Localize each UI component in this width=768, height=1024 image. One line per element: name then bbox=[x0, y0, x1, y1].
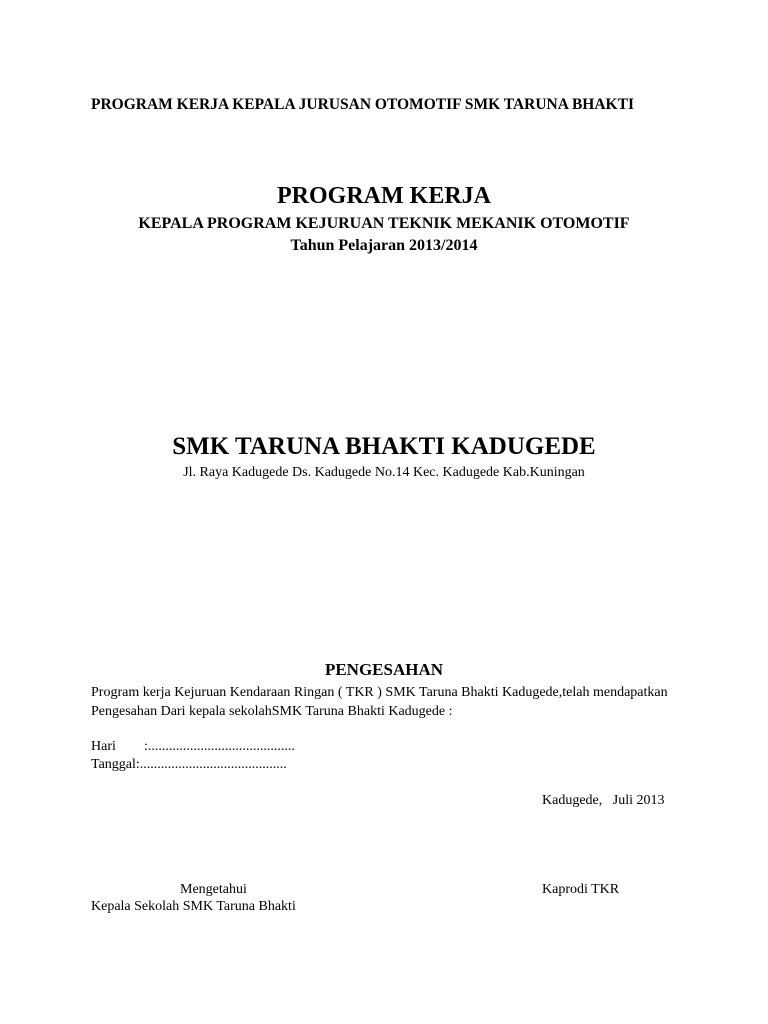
tanggal-row bbox=[91, 755, 287, 774]
academic-year: Tahun Pelajaran 2013/2014 bbox=[290, 237, 478, 254]
kepala-sekolah-label: Kepala Sekolah SMK Taruna Bhakti bbox=[91, 899, 296, 914]
tanggal-label: Tanggal bbox=[91, 757, 136, 772]
kaprodi-label: Kaprodi TKR bbox=[542, 882, 620, 897]
hari-value: :.......................................... bbox=[144, 739, 295, 754]
school-name: SMK TARUNA BHAKTI KADUGEDE bbox=[172, 433, 596, 460]
mengetahui-label: Mengetahui bbox=[180, 882, 247, 897]
program-title: PROGRAM KERJA bbox=[277, 183, 491, 209]
tanggal-value: :.......................................... bbox=[135, 757, 287, 772]
pengesahan-statement: Program kerja Kejuruan Kendaraan Ringan ( TKR ) SMK Taruna Bhakti Kadugede,telah mendapatkan Pengesahan Dari kepala sekolahSMK Taruna Bhakti Kadugede : bbox=[91, 685, 668, 719]
hari-label: Hari bbox=[91, 739, 116, 754]
place-date: Kadugede, Juli 2013 bbox=[542, 793, 665, 808]
document-header: PROGRAM KERJA KEPALA JURUSAN OTOMOTIF SMK TARUNA BHAKTI bbox=[91, 96, 634, 113]
pengesahan-heading: PENGESAHAN bbox=[324, 660, 444, 679]
school-address: Jl. Raya Kadugede Ds. Kadugede No.14 Kec. Kadugede Kab.Kuningan bbox=[183, 465, 585, 480]
program-subtitle: KEPALA PROGRAM KEJURUAN TEKNIK MEKANIK OTOMOTIF bbox=[138, 215, 630, 232]
hari-row bbox=[91, 737, 295, 756]
